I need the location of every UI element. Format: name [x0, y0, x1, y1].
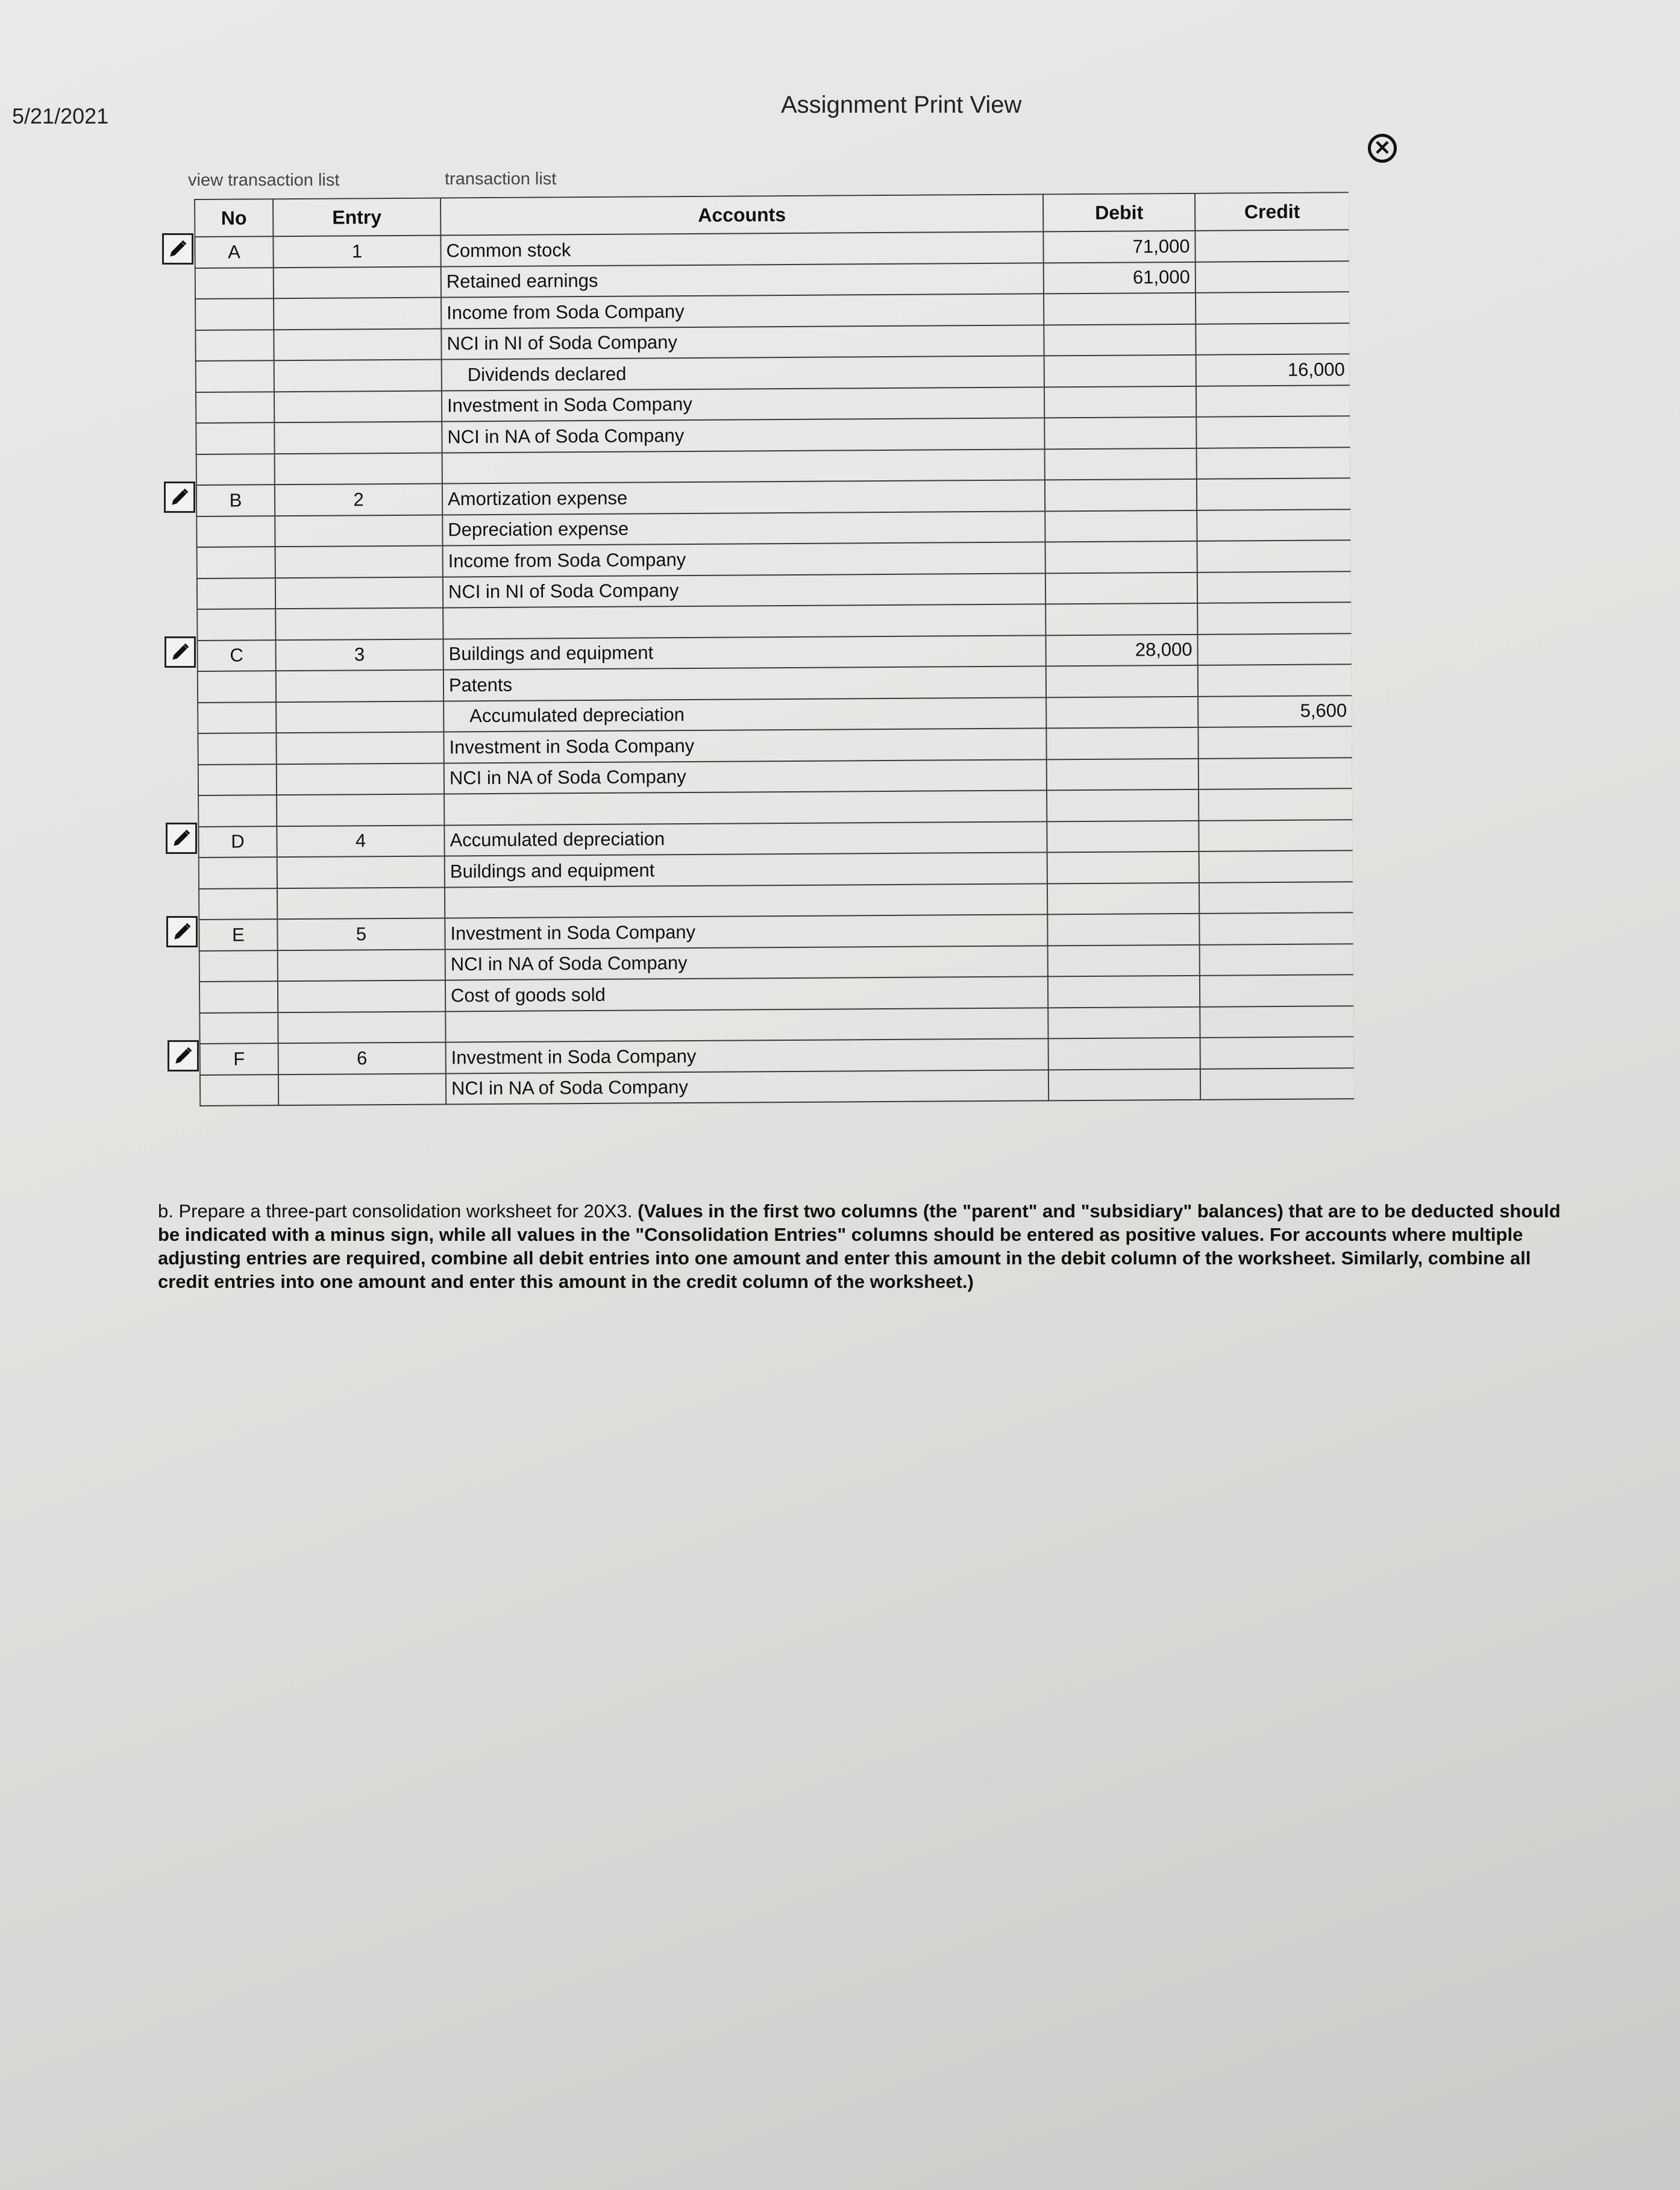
- cell-debit: [1044, 293, 1196, 325]
- cell-debit: [1045, 510, 1197, 542]
- cell-entry: [276, 701, 444, 733]
- cell-credit: [1197, 633, 1352, 665]
- cell-no: [195, 298, 274, 330]
- cell-no: [199, 857, 277, 888]
- cell-account: Buildings and equipment: [445, 852, 1047, 887]
- cell-entry: [274, 328, 441, 360]
- cell-no: [198, 671, 276, 702]
- cell-no: [198, 795, 277, 826]
- cell-account: [445, 1008, 1048, 1043]
- cell-entry: [277, 763, 444, 795]
- cell-entry: [275, 545, 443, 577]
- cell-no: D: [198, 826, 277, 858]
- cell-credit: [1200, 974, 1354, 1006]
- cell-no: [196, 360, 274, 392]
- cell-entry: [275, 515, 442, 547]
- cell-debit: [1044, 355, 1196, 387]
- cell-entry: [275, 577, 443, 609]
- cell-credit: [1196, 323, 1350, 355]
- cell-entry: [276, 670, 444, 701]
- cell-no: [197, 578, 275, 609]
- cell-credit: [1197, 540, 1351, 572]
- cell-debit: [1044, 324, 1196, 356]
- cell-credit: [1196, 385, 1350, 417]
- cell-entry: [277, 794, 444, 826]
- cell-credit: [1198, 664, 1352, 696]
- cell-debit: [1044, 386, 1196, 418]
- cell-credit: [1197, 478, 1351, 510]
- cell-debit: [1045, 572, 1197, 604]
- table-row: [200, 1068, 1355, 1106]
- cell-no: C: [197, 640, 275, 671]
- pencil-icon: [171, 828, 192, 849]
- cell-entry: 5: [277, 918, 445, 950]
- cell-debit: [1048, 1068, 1200, 1100]
- cell-account: Accumulated depreciation: [444, 821, 1047, 856]
- cell-account: Common stock: [440, 231, 1043, 266]
- cell-credit: [1200, 1037, 1355, 1068]
- cell-entry: [274, 297, 441, 329]
- cell-debit: [1047, 789, 1199, 821]
- cell-debit: [1047, 758, 1199, 790]
- cell-entry: [278, 980, 445, 1012]
- cell-account: [445, 883, 1047, 918]
- cell-debit: 61,000: [1044, 262, 1196, 293]
- cell-credit: [1199, 882, 1353, 914]
- cell-account: [442, 449, 1045, 484]
- cell-credit: [1199, 758, 1353, 789]
- cell-credit: [1200, 944, 1354, 976]
- cell-no: [199, 950, 278, 982]
- cell-debit: [1047, 882, 1199, 914]
- cell-entry: [278, 1073, 446, 1105]
- cell-debit: [1048, 976, 1200, 1008]
- cell-credit: [1197, 509, 1351, 541]
- cell-no: [197, 547, 275, 578]
- cell-credit: [1197, 447, 1351, 479]
- cell-no: [199, 981, 278, 1012]
- cell-no: [198, 764, 277, 795]
- instructions-plain: b. Prepare a three-part consolidation worksheet for 20X3.: [158, 1200, 638, 1222]
- column-header-entry: Entry: [273, 198, 440, 237]
- edit-entry-button[interactable]: [165, 636, 196, 668]
- cell-credit: 5,600: [1198, 695, 1352, 727]
- cell-account: Investment in Soda Company: [445, 914, 1047, 949]
- cell-entry: [277, 887, 445, 919]
- edit-entry-button[interactable]: [166, 916, 198, 947]
- cell-debit: [1047, 914, 1199, 946]
- cell-no: [195, 330, 274, 361]
- cell-debit: [1048, 1038, 1200, 1070]
- column-header-credit: Credit: [1195, 192, 1349, 231]
- cell-account: NCI in NI of Soda Company: [443, 573, 1045, 608]
- cell-account: Income from Soda Company: [443, 542, 1045, 577]
- cell-no: [197, 609, 275, 640]
- cell-no: [198, 733, 276, 764]
- cell-entry: [276, 732, 444, 764]
- cell-no: [196, 422, 274, 454]
- view-transaction-list-link[interactable]: view transaction list: [188, 171, 340, 190]
- pencil-icon: [173, 1046, 193, 1066]
- cell-credit: [1196, 292, 1350, 324]
- cell-account: [443, 604, 1045, 639]
- edit-entry-button[interactable]: [166, 823, 197, 854]
- cell-debit: [1048, 944, 1200, 976]
- cell-debit: [1046, 696, 1198, 728]
- edit-entry-button[interactable]: [162, 233, 193, 265]
- pencil-icon: [168, 239, 188, 259]
- cell-debit: [1048, 1006, 1200, 1038]
- cell-entry: [274, 359, 442, 391]
- cell-account: NCI in NA of Soda Company: [444, 759, 1047, 794]
- cell-no: B: [196, 485, 275, 516]
- cell-credit: [1200, 1068, 1355, 1100]
- cell-debit: [1045, 448, 1197, 480]
- column-header-accounts: Accounts: [440, 194, 1043, 235]
- column-header-no: No: [195, 199, 273, 237]
- cell-entry: 1: [273, 236, 440, 268]
- cell-entry: [278, 1011, 445, 1043]
- print-date: 5/21/2021: [12, 104, 109, 128]
- cell-account: NCI in NA of Soda Company: [445, 946, 1048, 980]
- cell-credit: [1198, 726, 1352, 758]
- cell-credit: 16,000: [1196, 354, 1350, 386]
- cell-debit: [1045, 603, 1197, 635]
- close-icon[interactable]: ✕: [1368, 134, 1397, 163]
- cell-entry: [278, 949, 445, 981]
- cell-debit: [1047, 820, 1199, 852]
- cell-debit: [1045, 479, 1197, 511]
- cell-entry: [275, 453, 442, 485]
- page-title: Assignment Print View: [781, 92, 1022, 118]
- instructions-text: [158, 1199, 1568, 1293]
- cell-no: [195, 268, 274, 299]
- cell-account: Investment in Soda Company: [444, 728, 1046, 763]
- cell-no: A: [195, 236, 273, 268]
- cell-no: [196, 392, 274, 423]
- cell-debit: [1047, 852, 1199, 883]
- cell-debit: [1046, 727, 1198, 759]
- cell-entry: [275, 607, 443, 639]
- cell-account: Dividends declared: [442, 356, 1044, 391]
- cell-no: [200, 1075, 278, 1106]
- cell-no: [196, 454, 275, 485]
- cell-debit: [1046, 665, 1198, 697]
- cell-account: NCI in NI of Soda Company: [441, 325, 1044, 360]
- table-header-row: [195, 192, 1349, 237]
- cell-debit: 71,000: [1043, 231, 1195, 263]
- cell-entry: 4: [277, 825, 444, 857]
- cell-entry: [274, 391, 442, 422]
- cell-entry: [274, 266, 441, 298]
- cell-account: Investment in Soda Company: [442, 387, 1044, 422]
- cell-account: Patents: [444, 666, 1046, 701]
- cell-credit: [1199, 820, 1353, 852]
- cell-credit: [1196, 416, 1350, 448]
- cell-account: Income from Soda Company: [441, 293, 1044, 328]
- column-header-debit: Debit: [1043, 193, 1195, 232]
- cell-account: NCI in NA of Soda Company: [446, 1070, 1048, 1105]
- cell-entry: 3: [275, 639, 443, 671]
- cell-entry: [274, 421, 442, 453]
- cell-debit: [1045, 541, 1197, 573]
- cell-credit: [1200, 1006, 1354, 1038]
- cell-credit: [1199, 788, 1353, 820]
- cell-account: Buildings and equipment: [443, 635, 1045, 670]
- cell-credit: [1195, 230, 1349, 262]
- cell-account: NCI in NA of Soda Company: [442, 418, 1044, 453]
- cell-credit: [1196, 261, 1350, 293]
- pencil-icon: [169, 487, 190, 507]
- transaction-list-label: transaction list: [445, 169, 557, 189]
- cell-account: Investment in Soda Company: [446, 1038, 1048, 1073]
- cell-no: [199, 1012, 278, 1044]
- cell-entry: 6: [278, 1042, 446, 1074]
- cell-no: [199, 888, 277, 920]
- edit-entry-button[interactable]: [164, 482, 195, 513]
- pencil-icon: [170, 642, 190, 662]
- cell-account: Retained earnings: [441, 263, 1044, 298]
- cell-credit: [1197, 602, 1352, 634]
- cell-debit: 28,000: [1045, 634, 1197, 666]
- cell-credit: [1199, 912, 1353, 944]
- cell-account: Cost of goods sold: [445, 976, 1048, 1011]
- cell-account: Amortization expense: [442, 480, 1045, 515]
- cell-entry: 2: [275, 483, 442, 515]
- cell-no: [196, 516, 275, 547]
- cell-account: Accumulated depreciation: [444, 697, 1046, 732]
- cell-no: E: [199, 919, 277, 950]
- cell-credit: [1199, 850, 1353, 882]
- journal-entry-table: [194, 192, 1355, 1176]
- instructions-bold: (Values in the first two columns (the "parent" and "subsidiary" balances) that are to be deducted should be indicated with a minus sign, while all values in the "Consolidation Entries" columns should be entered as positive values. For accounts where multiple adjusting entries are required, combine all debit entries into one amount and enter this amount in the debit column of the worksheet. Similarly, combine all credit entries into one amount and enter this amount in the credit column of the worksheet.): [158, 1200, 1561, 1292]
- cell-no: F: [200, 1043, 278, 1075]
- cell-debit: [1044, 417, 1196, 449]
- cell-credit: [1197, 571, 1352, 603]
- cell-no: [198, 702, 276, 733]
- cell-account: Depreciation expense: [442, 511, 1045, 546]
- cell-entry: [277, 856, 445, 888]
- pencil-icon: [172, 921, 192, 942]
- edit-entry-button[interactable]: [168, 1040, 199, 1071]
- cell-account: [444, 790, 1047, 825]
